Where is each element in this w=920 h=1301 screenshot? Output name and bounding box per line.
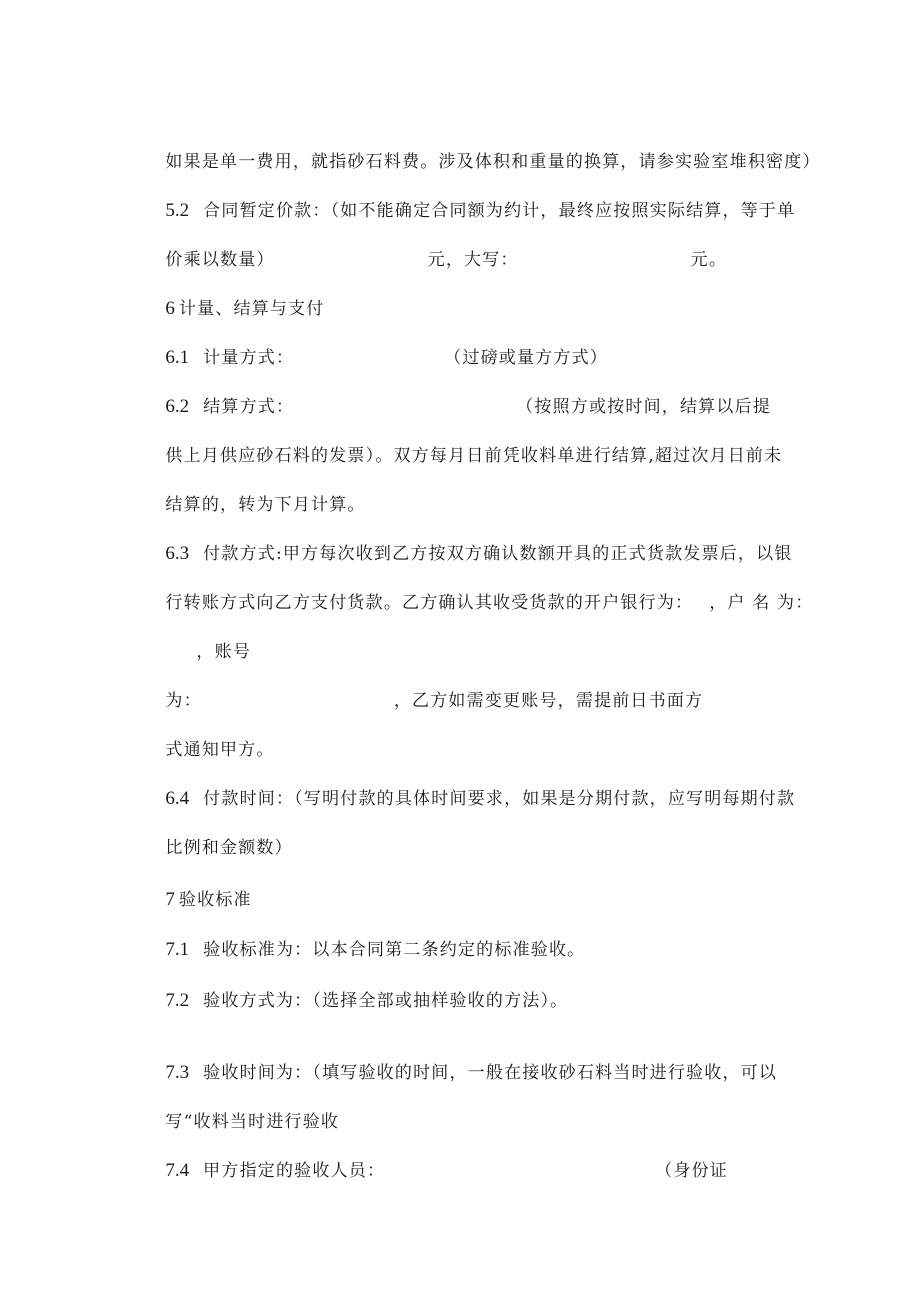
section-title: 验收标准 (178, 890, 252, 910)
paragraph-text: （身份证 (655, 1161, 728, 1181)
paragraph-text: 写“收料当时进行验收 (165, 1112, 340, 1132)
paragraph-text: 结算方式： (203, 397, 295, 417)
paragraph-text: 价乘以数量） (165, 250, 275, 270)
clause-number: 7.1 (165, 939, 190, 960)
paragraph-text: （过磅或量方方式） (444, 348, 608, 368)
clause-number: 7.2 (165, 990, 190, 1011)
clause-number: 6.2 (165, 396, 190, 417)
section-number: 6 (165, 298, 175, 319)
paragraph-text: ，户 名 为： (709, 593, 814, 613)
paragraph-text: 元，大写： (427, 250, 519, 270)
section-title: 计量、结算与支付 (178, 299, 325, 319)
section-number: 7 (165, 889, 175, 910)
paragraph-text: ，乙方如需变更账号，需提前日书面方 (393, 691, 704, 711)
clause-number: 6.4 (165, 788, 190, 809)
paragraph-text: 结算的，转为下月计算。 (165, 495, 366, 515)
clause-number: 6.1 (165, 347, 190, 368)
paragraph-text: 验收方式为：（选择全部或抽样验收的方法）。 (203, 991, 569, 1011)
paragraph-text: 付款方式:甲方每次收到乙方按双方确认数额开具的正式货款发票后，以银 (203, 544, 793, 564)
paragraph-text: 比例和金额数） (165, 838, 293, 858)
paragraph-text: 行转账方式向乙方支付货款。乙方确认其收受货款的开户银行为： (165, 593, 694, 613)
clause-number: 7.3 (165, 1062, 190, 1083)
paragraph-text: 验收标准为：以本合同第二条约定的标准验收。 (203, 940, 586, 960)
paragraph-text: 供上月供应砂石料的发票）。双方每月日前凭收料单进行结算,超过次月日前未 (165, 446, 783, 466)
clause-number: 6.3 (165, 543, 190, 564)
paragraph-text: ，账号 (196, 642, 252, 662)
paragraph-text: 计量方式： (203, 348, 295, 368)
clause-number: 5.2 (165, 200, 190, 221)
paragraph-text: 付款时间：（写明付款的具体时间要求，如果是分期付款，应写明每期付款 (203, 789, 796, 809)
paragraph-text: 验收时间为：（填写验收的时间，一般在接收砂石料当时进行验收，可以 (203, 1063, 778, 1083)
paragraph-text: 为： (165, 691, 202, 711)
paragraph-text: 式通知甲方。 (165, 740, 275, 760)
paragraph-text: 如果是单一费用，就指砂石料费。涉及体积和重量的换算，请参实验室堆积密度） (165, 152, 821, 172)
paragraph-text: 合同暂定价款：（如不能确定合同额为约计，最终应按照实际结算，等于单 (203, 201, 796, 221)
clause-7-2 (139, 965, 568, 1037)
clause-7-4 (139, 1135, 728, 1207)
paragraph-text: 甲方指定的验收人员： (203, 1161, 386, 1181)
clause-number: 7.4 (165, 1160, 190, 1181)
paragraph-text: （按照方或按时间，结算以后提 (516, 397, 771, 417)
paragraph-text: 元。 (690, 250, 728, 270)
